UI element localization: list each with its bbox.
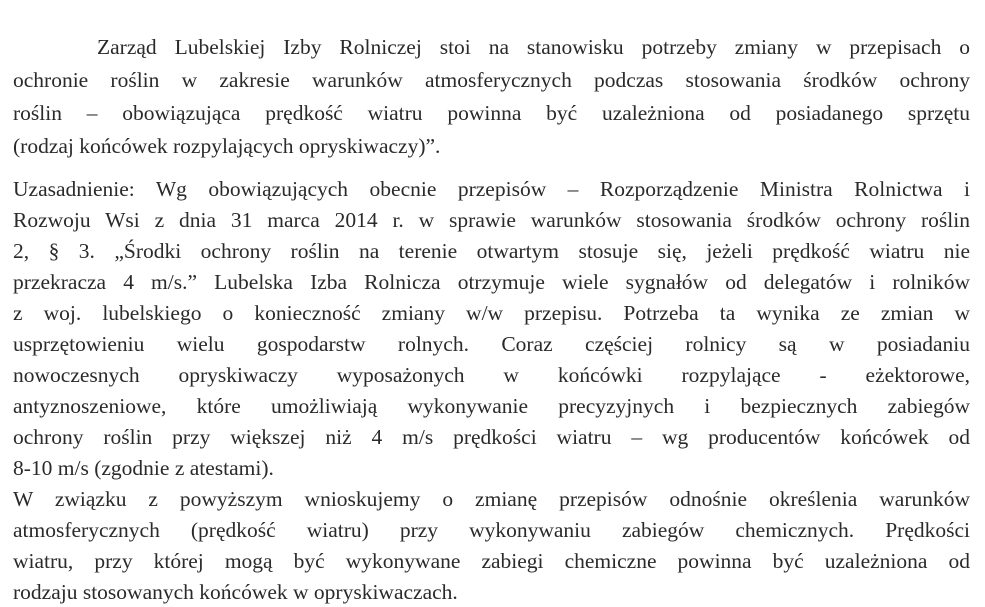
text-line: 2, § 3. „Środki ochrony roślin na terenie otwartym stosuje się, jeżeli prędkość wiatru nie bbox=[13, 239, 970, 263]
text-line: W związku z powyższym wnioskujemy o zmianę przepisów odnośnie określenia warunków bbox=[13, 487, 970, 511]
text-line: (rodzaj końcówek rozpylających opryskiwaczy)”. bbox=[13, 134, 441, 158]
text-line: antyznoszeniowe, które umożliwiają wykonywanie precyzyjnych i bezpiecznych zabiegów bbox=[13, 394, 970, 418]
text-line: przekracza 4 m/s.” Lubelska Izba Rolnicza otrzymuje wiele sygnałów od delegatów i rolników bbox=[13, 270, 970, 294]
text-line: z woj. lubelskiego o konieczność zmiany w/w przepisu. Potrzeba ta wynika ze zmian w bbox=[13, 301, 970, 325]
text-line: rodzaju stosowanych końcówek w opryskiwaczach. bbox=[13, 580, 458, 604]
text-line: ochronie roślin w zakresie warunków atmosferycznych podczas stosowania środków ochrony bbox=[13, 68, 970, 92]
text-line: atmosferycznych (prędkość wiatru) przy wykonywaniu zabiegów chemicznych. Prędkości bbox=[13, 518, 970, 542]
text-line: usprzętowieniu wielu gospodarstw rolnych. Coraz częściej rolnicy są w posiadaniu bbox=[13, 332, 970, 356]
text-line: wiatru, przy której mogą być wykonywane zabiegi chemiczne powinna być uzależniona od bbox=[13, 549, 970, 573]
text-line: roślin – obowiązująca prędkość wiatru powinna być uzależniona od posiadanego sprzętu bbox=[13, 101, 970, 125]
text-line: Rozwoju Wsi z dnia 31 marca 2014 r. w sprawie warunków stosowania środków ochrony roślin bbox=[13, 208, 970, 232]
text-line: Zarząd Lubelskiej Izby Rolniczej stoi na stanowisku potrzeby zmiany w przepisach o bbox=[97, 35, 970, 59]
text-line: Uzasadnienie: Wg obowiązujących obecnie przepisów – Rozporządzenie Ministra Rolnictwa i bbox=[13, 177, 970, 201]
text-line: nowoczesnych opryskiwaczy wyposażonych w końcówki rozpylające - eżektorowe, bbox=[13, 363, 970, 387]
text-line: ochrony roślin przy większej niż 4 m/s prędkości wiatru – wg producentów końcówek od bbox=[13, 425, 970, 449]
text-line: 8-10 m/s (zgodnie z atestami). bbox=[13, 456, 274, 480]
